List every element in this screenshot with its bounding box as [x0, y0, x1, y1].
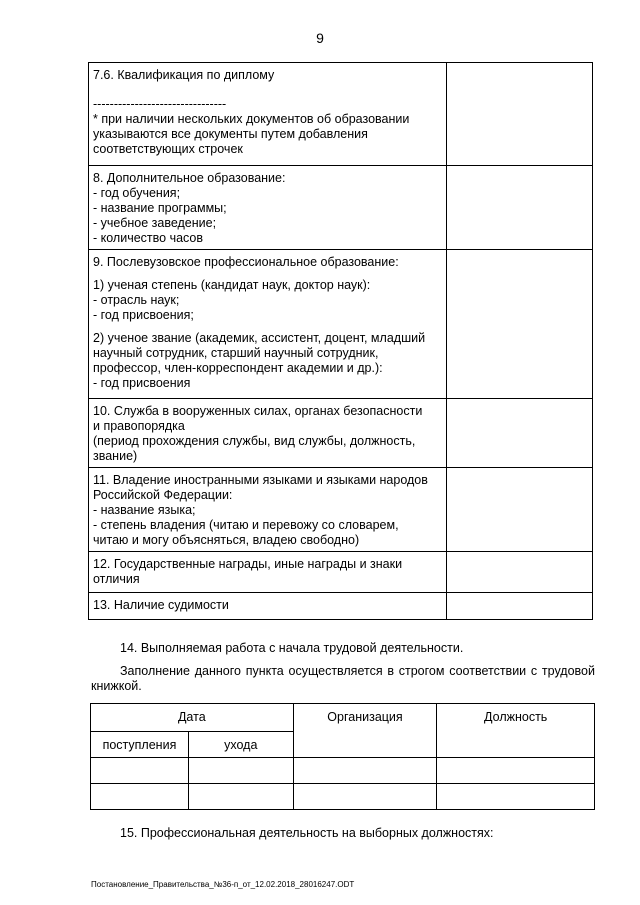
question-line: * при наличии нескольких документов об образовании [93, 112, 410, 126]
question-line: Российской Федерации: [93, 488, 233, 502]
question-line: 11. Владение иностранными языками и языками народов [93, 473, 428, 487]
question-line: - год присвоения [93, 376, 191, 390]
table-cell[interactable] [293, 784, 437, 810]
question-line: соответствующих строчек [93, 142, 243, 156]
question-line: - год обучения; [93, 186, 181, 200]
answer-cell[interactable] [447, 552, 593, 593]
question-line: 12. Государственные награды, иные награды и знаки [93, 557, 403, 571]
question-cell [89, 468, 447, 552]
answer-cell[interactable] [447, 63, 593, 166]
work-history-table [90, 703, 595, 810]
question-line: 9. Послевузовское профессиональное образование: [93, 255, 399, 269]
answer-cell[interactable] [447, 593, 593, 620]
table-cell[interactable] [293, 758, 437, 784]
item-14-note: Заполнение данного пункта осуществляется в строгом соответствии с трудовой книжкой. [91, 664, 595, 693]
question-cell [89, 552, 447, 593]
question-line [93, 83, 442, 97]
item-14-heading: 14. Выполняемая работа с начала трудовой деятельности. [120, 641, 464, 655]
table-cell[interactable] [91, 784, 189, 810]
question-cell [89, 63, 447, 166]
table-cell[interactable] [188, 784, 293, 810]
question-cell [89, 593, 447, 620]
question-line: - год присвоения; [93, 308, 194, 322]
end-date-header: ухода [188, 732, 293, 758]
answer-cell[interactable] [447, 166, 593, 250]
table-row [89, 552, 593, 593]
answer-cell[interactable] [447, 399, 593, 468]
table-row [91, 784, 595, 810]
question-cell [89, 399, 447, 468]
organization-header: Организация [293, 704, 437, 758]
question-line: - название языка; [93, 503, 196, 517]
question-line [93, 270, 442, 278]
position-header: Должность [437, 704, 595, 758]
table-row [89, 468, 593, 552]
document-footer: Постановление_Правительства_№36-п_от_12.02.2018_28016247.ODT [91, 880, 355, 889]
page-number: 9 [316, 30, 324, 46]
table-row [89, 250, 593, 399]
question-line: указываются все документы путем добавления [93, 127, 368, 141]
question-cell [89, 166, 447, 250]
question-line: и правопорядка [93, 419, 185, 433]
question-line [93, 323, 442, 331]
question-line: 7.6. Квалификация по диплому [93, 68, 275, 82]
table-row [89, 63, 593, 166]
question-line: отличия [93, 572, 140, 586]
question-cell [89, 250, 447, 399]
start-date-header: поступления [91, 732, 189, 758]
date-header: Дата [91, 704, 294, 732]
question-line: - название программы; [93, 201, 227, 215]
question-line: 13. Наличие судимости [93, 598, 229, 612]
table-cell[interactable] [188, 758, 293, 784]
question-line: - количество часов [93, 231, 204, 245]
answer-cell[interactable] [447, 468, 593, 552]
question-line: 8. Дополнительное образование: [93, 171, 286, 185]
question-line: -------------------------------- [93, 97, 227, 111]
table-row [89, 399, 593, 468]
table-row [89, 166, 593, 250]
table-cell[interactable] [91, 758, 189, 784]
question-line: 2) ученое звание (академик, ассистент, доцент, младший [93, 331, 426, 345]
question-line: - степень владения (читаю и перевожу со словарем, [93, 518, 399, 532]
question-line: звание) [93, 449, 138, 463]
table-cell[interactable] [437, 758, 595, 784]
table-cell[interactable] [437, 784, 595, 810]
question-line: (период прохождения службы, вид службы, должность, [93, 434, 416, 448]
question-line: профессор, член-корреспондент академии и др.): [93, 361, 383, 375]
table-row [89, 593, 593, 620]
question-line: 10. Служба в вооруженных силах, органах безопасности [93, 404, 423, 418]
question-line: - отрасль наук; [93, 293, 180, 307]
table-row [91, 758, 595, 784]
answer-cell[interactable] [447, 250, 593, 399]
question-line: - учебное заведение; [93, 216, 217, 230]
question-line: научный сотрудник, старший научный сотрудник, [93, 346, 379, 360]
item-15-heading: 15. Профессиональная деятельность на выборных должностях: [120, 826, 494, 840]
questionnaire-table [88, 62, 593, 620]
question-line: 1) ученая степень (кандидат наук, доктор наук): [93, 278, 371, 292]
question-line: читаю и могу объясняться, владею свободно) [93, 533, 360, 547]
